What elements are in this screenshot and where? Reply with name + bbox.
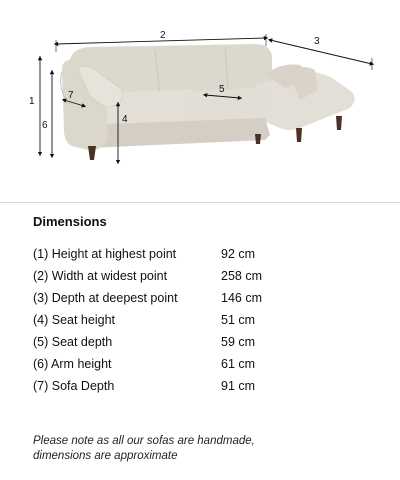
dimension-value: 51 cm: [221, 313, 256, 327]
dimension-label: (6) Arm height: [33, 357, 112, 371]
dimension-value: 59 cm: [221, 335, 256, 349]
dimension-row-sofa-depth: [33, 375, 333, 397]
dimension-value: 258 cm: [221, 269, 262, 283]
callout-6: 6: [42, 120, 48, 131]
handmade-note: [33, 434, 373, 464]
dimensions-list: [33, 243, 333, 397]
dimension-label: (2) Width at widest point: [33, 269, 168, 283]
dimension-label: (1) Height at highest point: [33, 247, 177, 261]
dimension-value: 146 cm: [221, 291, 262, 305]
note-line-1: Please note as all our sofas are handmade,: [33, 435, 255, 447]
note-line-2: dimensions are approximate: [33, 450, 178, 462]
callout-2: 2: [160, 30, 166, 41]
callout-1: 1: [29, 96, 35, 107]
dimension-row-arm-height: [33, 353, 333, 375]
dimension-row-seat-height: [33, 309, 333, 331]
dimension-label: (3) Depth at deepest point: [33, 291, 178, 305]
dimension-label: (7) Sofa Depth: [33, 379, 115, 393]
dimension-label: (5) Seat depth: [33, 335, 113, 349]
dimension-row-width: [33, 265, 333, 287]
dimension-value: 92 cm: [221, 247, 256, 261]
dimension-row-height: [33, 243, 333, 265]
dimension-label: (4) Seat height: [33, 313, 115, 327]
callout-7: 7: [68, 90, 74, 101]
callout-5: 5: [219, 84, 225, 95]
dimensions-heading: Dimensions: [33, 214, 107, 229]
dimension-row-seat-depth: [33, 331, 333, 353]
dimension-value: 91 cm: [221, 379, 256, 393]
section-divider: [0, 202, 400, 203]
dimension-row-depth: [33, 287, 333, 309]
callout-3: 3: [314, 36, 320, 47]
sofa-image: [61, 44, 355, 160]
sofa-dimension-diagram: [0, 0, 400, 200]
callout-4: 4: [122, 114, 128, 125]
dimension-value: 61 cm: [221, 357, 256, 371]
